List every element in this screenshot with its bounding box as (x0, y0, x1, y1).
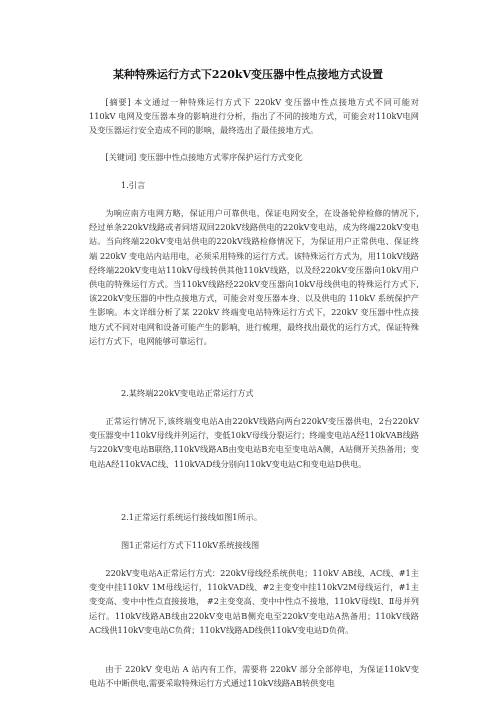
figure-description-paragraph: 220kV变电站A正常运行方式：220kV母线经系统供电；110kV AB线、AC线、#1主变变中挂110kV 1M母线运行，110kVAD线、#2主变变中挂110kV2M母线运行，#1主变变高、变中中性点直接接地， #2主变变高、变中中性点不接地，110kV母线Ⅰ、Ⅱ母并列运行。110kV线路AB线由220kV变电站B侧充电至220kV变电站A热备用；110kV线路AC线供110kV变电站C负荷；110kV线路AD线供110kV变电站D负荷。 (89, 568, 419, 635)
abstract-paragraph: [摘要] 本文通过一种特殊运行方式下 220kV 变压器中性点接地方式不同可能对 110kV 电网及变压器本身的影响进行分析，指出了不同的接地方式，可能会对110kV电网及变压器运行安全造成不同的影响，最终选出了最佳接地方式。 (89, 97, 419, 136)
section-2-paragraph: 正常运行情况下,该终端变电站A由220kV线路向两台220kV变压器供电，2台220kV变压器变中110kV母线并列运行，变低10kV母线分裂运行；终端变电站A经110kVAB线路与220kV变电站B联络,110kV线路AB由变电站B充电至变电站A侧，A站侧开关热备用；变电站A经110kVAC线、110kVAD线分别向110kV变电站C和变电站D供电。 (89, 416, 419, 469)
document-title: 某种特殊运行方式下220kV变压器中性点接地方式设置 (112, 68, 384, 81)
final-paragraph: 由于 220kV 变电站 A 站内有工作，需要将 220kV 部分全部停电，为保证110kV变电站不中断供电,需要采取特殊运行方式通过110kV线路AB转供变电 (89, 664, 419, 689)
section-1-paragraph: 为响应南方电网方略，保证用户可靠供电，保证电网安全，在设备轮停检修的情况下,经过单条220kV线路或者同塔双回220kV线路供电的220kV变电站，成为终端220kV变电站。当向终端220kV变电站供电的220kV线路检修情况下，为保证用户正常供电、保证终端 220kV 变电站内站用电，必须采用特殊的运行方式。该特殊运行方式为，用110kV线路经终端220kV变电站110kV母线转供其他110kV线路，以及经220kV变压器向10kV用户供电的特殊运行方式。当110kV线路经220kV变压器向10kV母线供电的特殊运行方式下,该220kV变压器的中性点接地方式，可能会对变压器本身、以及供电的 110kV 系统保护产生影响。本文详细分析了某 220kV 终端变电站特殊运行方式下，220kV 变压器中性点接地方式不同对电网和设备可能产生的影响，进行梳理，最终找出最优的运行方式，保证特殊运行方式下，电网能够可靠运行。 (89, 208, 419, 346)
section-2-1-heading: 2.1正常运行系统运行接线如图1所示。 (121, 512, 263, 522)
section-1-heading: 1.引言 (121, 180, 146, 190)
section-2-heading: 2.某终端220kV变电站正常运行方式 (121, 388, 254, 398)
keywords-line: [关键词] 变压器中性点接地方式零序保护运行方式变化 (105, 152, 303, 162)
figure-1-caption: 图1正常运行方式下110kV系统接线图 (121, 540, 260, 550)
